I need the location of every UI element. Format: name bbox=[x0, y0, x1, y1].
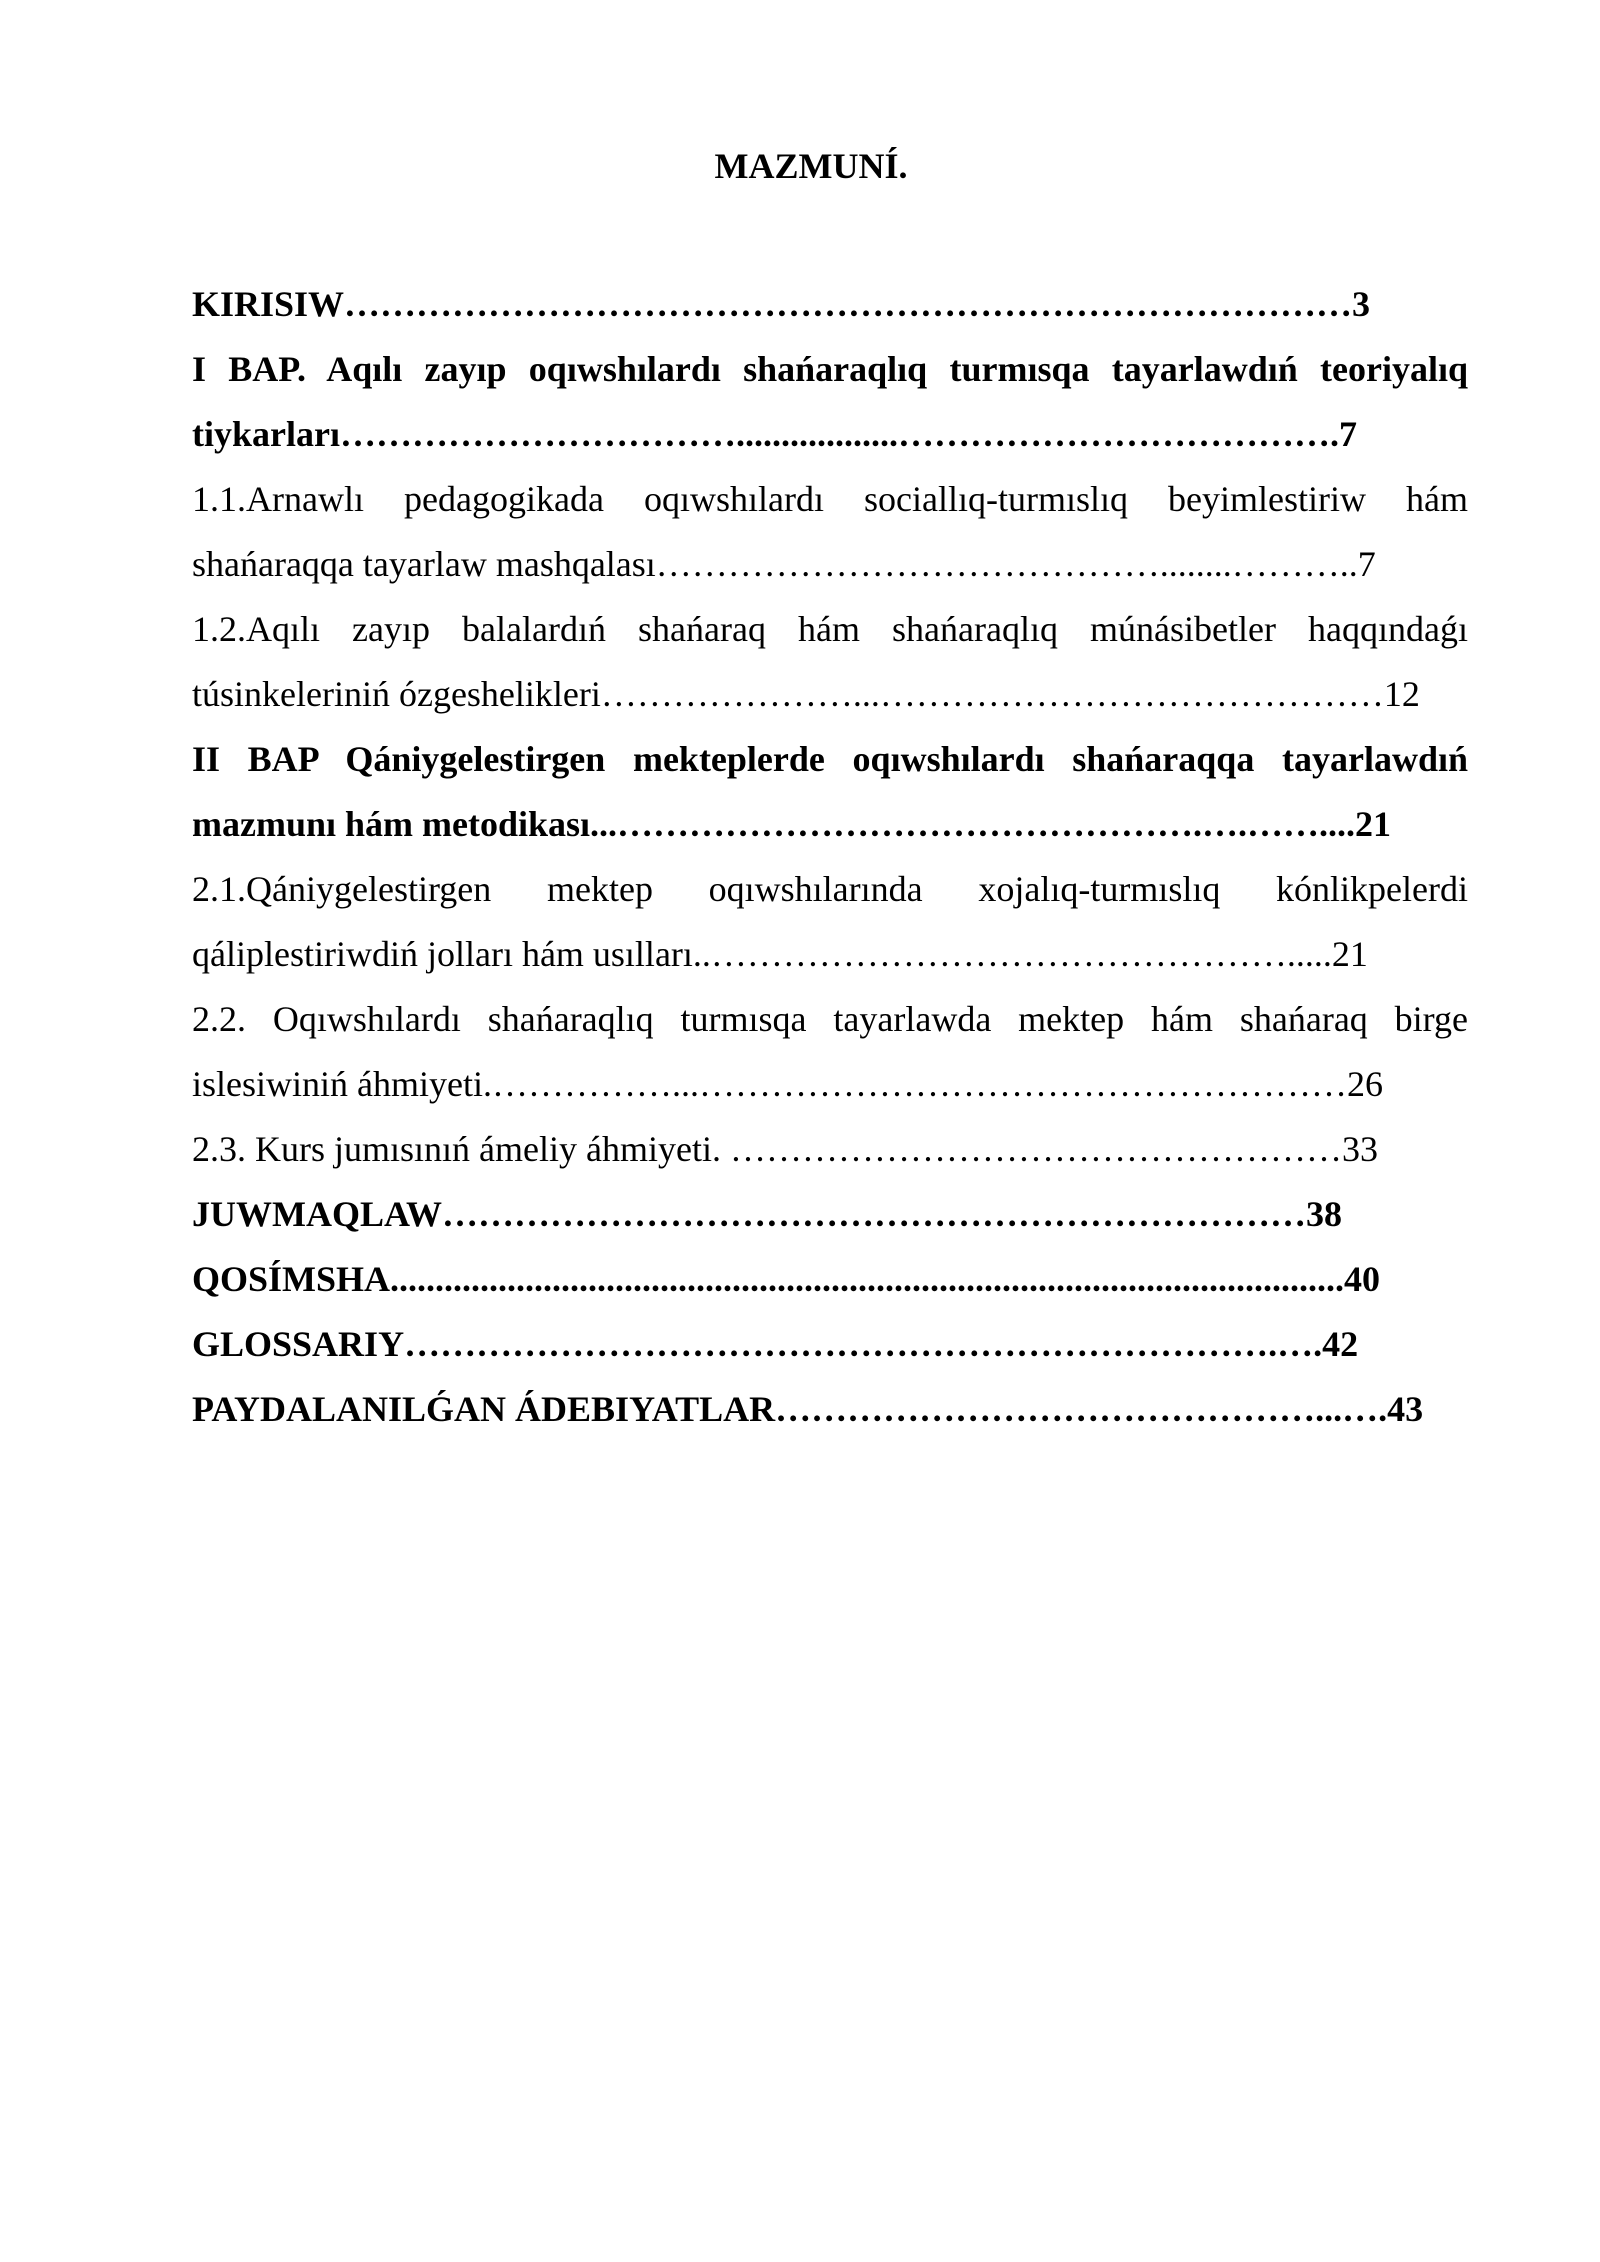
toc-entry-section-2-1: 2.1.Qániygelestirgen mektep oqıwshılarında xojalıq-turmıslıq kónlikpelerdi qáliplestiriwdiń jolları hám usılları..………………………………………….....21 bbox=[192, 869, 1468, 974]
toc-entry-glossariy: GLOSSARIY……………………………………………………………….….42 bbox=[192, 1324, 1359, 1364]
toc-entry-section-1-1: 1.1.Arnawlı pedagogikada oqıwshılardı sociallıq-turmıslıq beyimlestiriw hám shańaraqqa tayarlaw mashqalası……………………………………........………..7 bbox=[192, 479, 1468, 584]
toc-entry-qosimsha: QOSÍMSHA..........................................................................................................40 bbox=[192, 1259, 1381, 1299]
toc-entry-kirisiw: KIRISIW…………………………………………………………………………3 bbox=[192, 284, 1371, 324]
toc-entry-chapter-2: II BAP Qániygelestirgen mekteplerde oqıwshılardı shańaraqqa tayarlawdıń mazmunı hám metodikası...………………………………………….….……....21 bbox=[192, 739, 1468, 844]
toc-entry-section-1-2: 1.2.Aqılı zayıp balalardıń shańaraq hám shańaraqlıq múnásibetler haqqındaǵı túsinkeleriniń ózgeshelikleri…………………...……………………………………12 bbox=[192, 609, 1468, 714]
toc-entry-section-2-3: 2.3. Kurs jumısınıń ámeliy áhmiyeti. ……………………………………………33 bbox=[192, 1129, 1378, 1169]
toc-entry-references: PAYDALANILǴAN ÁDEBIYATLAR………………………………………...….43 bbox=[192, 1389, 1424, 1429]
table-of-contents bbox=[192, 272, 1468, 1442]
toc-entry-section-2-2: 2.2. Oqıwshılardı shańaraqlıq turmısqa tayarlawda mektep hám shańaraq birge islesiwiniń áhmiyeti.……………...………………………………………………26 bbox=[192, 999, 1468, 1104]
page-title: MAZMUNÍ. bbox=[714, 146, 908, 186]
toc-entry-juwmaqlaw: JUWMAQLAW………………………………………………………………38 bbox=[192, 1194, 1342, 1234]
toc-entry-chapter-1: I BAP. Aqılı zayıp oqıwshılardı shańaraqlıq turmısqa tayarlawdıń teoriyalıq tiykarları……………………………..................……………………………….7 bbox=[192, 349, 1468, 454]
